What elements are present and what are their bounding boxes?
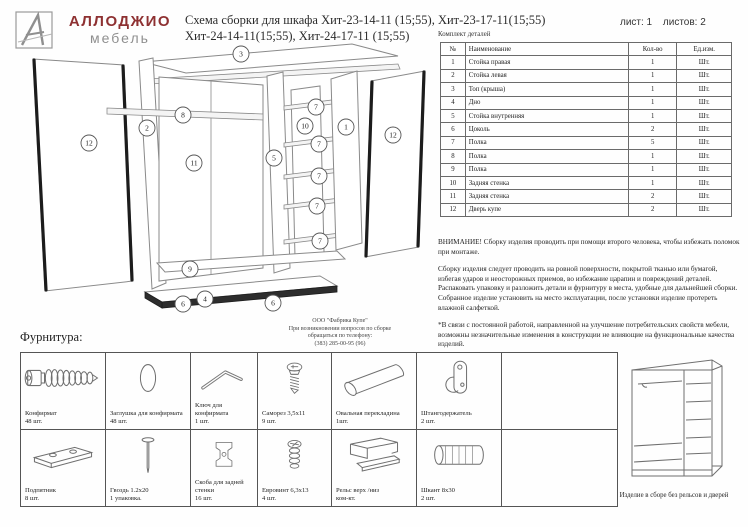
title-line-2: Хит-24-14-11(15;55), Хит-24-17-11 (15;55) [185,29,410,43]
svg-text:3: 3 [239,49,243,59]
svg-text:4: 4 [203,294,207,304]
part-callout-11 [186,155,202,171]
svg-text:7: 7 [315,201,319,211]
assembly-notes [438,238,740,358]
hardware-row1 [21,353,617,430]
hardware-section-title: Фурнитура: [20,330,83,344]
table-cell: 1 [628,163,677,176]
table-cell: Дно [465,96,628,109]
table-cell: 2 [628,123,677,136]
hardware-item-label [110,487,188,503]
table-cell: Цоколь [465,123,628,136]
table-row [441,69,732,82]
hardware-item-qty: 2 шт. [421,418,436,425]
svg-text:7: 7 [317,171,321,181]
svg-text:7: 7 [317,139,321,149]
back-panel-bracket-icon [191,432,257,478]
hardware-item-name: Саморез 3,5х11 [262,410,306,417]
table-cell: Шт. [677,123,732,136]
hardware-item-label [421,410,499,426]
phone-number: (383) 285-00-95 (96) [314,340,366,347]
table-cell: 1 [628,150,677,163]
table-cell: 7 [441,136,466,149]
sheet-info [620,17,740,28]
hardware-item-label [336,410,414,426]
hardware-table [20,352,618,507]
hardware-item-label [25,410,103,426]
hardware-item-qty: 48 шт. [110,418,128,425]
table-cell: Шт. [677,83,732,96]
table-cell: 1 [628,176,677,189]
sheets-total: листов: 2 [662,17,706,28]
table-cell: 1 [628,56,677,69]
table-cell: Полка [465,150,628,163]
part-right-door [365,71,425,257]
table-cell: Шт. [677,136,732,149]
oval-cap-icon [106,355,190,401]
table-cell: 3 [441,83,466,96]
column-header-unit: Ед.изм. [677,43,732,56]
table-cell: Топ (крыша) [465,83,628,96]
table-cell: Шт. [677,56,732,69]
part-callout-1 [338,119,354,135]
hardware-item [332,353,417,430]
table-cell: Шт. [677,163,732,176]
table-cell: Шт. [677,96,732,109]
hardware-item [258,430,332,506]
hardware-item-qty: 48 шт. [25,418,43,425]
hardware-item-name: Конфирмат [25,410,57,417]
foot-pad-icon [21,432,105,478]
hardware-item-label [195,402,255,426]
part-callout-5 [266,150,282,166]
hardware-item-qty: 8 шт. [25,495,40,502]
svg-text:9: 9 [188,264,192,274]
hardware-item-name: Заглушка для конфирмата [110,410,183,417]
nail-icon [106,432,190,478]
hardware-item-name: Овальная перекладина [336,410,400,417]
table-row [441,123,732,136]
part-callout-7 [309,198,325,214]
part-left-door [33,59,133,291]
column-header-number: № [441,43,466,56]
hardware-item [21,430,106,506]
hardware-item-qty: 1 шт. [195,418,210,425]
part-callout-2 [139,120,155,136]
part-callout-7 [311,136,327,152]
table-cell: Полка [465,136,628,149]
hardware-item-label [110,410,188,426]
parts-table [440,42,732,217]
hardware-item [258,353,332,430]
assembled-sketch-caption: Изделие в сборе без рельсов и дверей [619,492,729,499]
hardware-item-label [336,487,414,503]
hardware-item-name: Евровинт 6,3х13 [262,487,309,494]
note-paragraph: Распаковать упаковку и разложить детали и фурнитуру в места, удобные для дальнейшей сборки. [438,284,738,293]
hardware-item-qty: 16 шт. [195,495,213,502]
svg-text:10: 10 [301,121,309,131]
hardware-item-label [421,487,499,503]
table-cell: 1 [628,96,677,109]
table-cell: 1 [628,109,677,122]
table-cell: 2 [441,69,466,82]
table-row [441,109,732,122]
svg-text:12: 12 [85,138,93,148]
dowel-icon [417,432,501,478]
hardware-item-qty: 9 шт. [262,418,277,425]
confirmat-screw-icon [21,355,105,401]
hardware-item-label [262,487,329,503]
table-cell: Шт. [677,190,732,203]
part-callout-12 [385,127,401,143]
table-cell: 4 [441,96,466,109]
hardware-item-qty: 1 упаковка. [110,495,142,502]
brand-subtitle: мебель [90,30,150,46]
manufacturer-contact [255,318,425,348]
hardware-item-qty: 1шт. [336,418,349,425]
part-callout-7 [308,99,324,115]
part-callout-4 [197,291,213,307]
contact-note: обращаться по телефону: [307,333,373,339]
table-row [441,56,732,69]
hardware-item-label [262,410,329,426]
svg-text:7: 7 [314,102,318,112]
hardware-item-qty: 4 шт. [262,495,277,502]
hardware-item-qty: ком-кт. [336,495,356,502]
svg-text:2: 2 [145,123,149,133]
table-row [441,150,732,163]
table-cell: Шт. [677,109,732,122]
hardware-item [191,353,258,430]
table-cell: 6 [441,123,466,136]
table-cell: Стойка левая [465,69,628,82]
hardware-item-name: Подпятник [25,487,56,494]
svg-text:8: 8 [181,110,185,120]
parts-table-body [441,56,732,217]
self-tapping-screw-icon [258,355,331,401]
svg-text:6: 6 [271,298,275,308]
table-cell: 10 [441,176,466,189]
title-line-1: Схема сборки для шкафа Хит-23-14-11 (15;55), Хит-23-17-11(15;55) [185,13,546,27]
hardware-item-label [25,487,103,503]
hardware-item-name: Ключ для конфирмата [195,402,229,417]
table-cell: Шт. [677,203,732,216]
table-cell: Полка [465,163,628,176]
part-callout-3 [233,46,249,62]
table-cell: Задняя стенка [465,176,628,189]
table-row [441,176,732,189]
part-right-stand [331,71,362,250]
table-cell: Стойка правая [465,56,628,69]
svg-text:1: 1 [344,122,348,132]
brand-title: АЛЛОДЖИО [68,13,172,30]
hardware-item-name: Шкант 8х30 [421,487,455,494]
table-cell: 1 [628,69,677,82]
column-header-name: Наименование [465,43,628,56]
svg-text:5: 5 [272,153,276,163]
table-cell: 1 [441,56,466,69]
rod-holder-icon [417,355,501,401]
parts-table-caption: Комплект деталей [438,31,491,38]
table-cell: 5 [628,136,677,149]
part-callout-10 [297,118,313,134]
svg-text:7: 7 [318,236,322,246]
table-cell: Дверь купе [465,203,628,216]
hex-key-icon [191,355,257,401]
table-row [441,136,732,149]
part-callout-6 [265,295,281,311]
oval-rod-icon [332,355,416,401]
part-callout-12 [81,135,97,151]
hardware-item [191,430,258,506]
sheet-number: лист: 1 [620,17,653,28]
table-cell: 11 [441,190,466,203]
table-cell: 2 [628,203,677,216]
table-cell: Шт. [677,176,732,189]
disclaimer-text: *В связи с постоянной работой, направленной на улучшение потребительских свойств мебели, возможны незначительные изменения в конструкции не влияющие на функциональные качества изделий. [438,321,735,349]
assembled-wardrobe-sketch [616,350,742,492]
hardware-item [332,430,417,506]
part-callout-6 [175,296,191,312]
table-cell: 2 [628,190,677,203]
table-cell: 9 [441,163,466,176]
table-row [441,83,732,96]
rail-icon [332,432,416,478]
part-callout-7 [312,233,328,249]
table-header-row [441,43,732,56]
hardware-item-name: Штангодержатель [421,410,472,417]
warning-text: ВНИМАНИЕ! Сборку изделия проводить при помощи второго человека, чтобы избежать поломок при монтаже. [438,238,740,256]
table-cell: Стойка внутренняя [465,109,628,122]
svg-text:11: 11 [190,158,198,168]
hardware-item [106,353,191,430]
column-header-qty: Кол-во [628,43,677,56]
exploded-diagram [0,30,448,320]
part-callout-8 [175,107,191,123]
part-callout-7 [311,168,327,184]
table-cell: 5 [441,109,466,122]
hardware-empty-cell [502,353,617,430]
hardware-row2 [21,430,617,506]
contact-note: При возникновении вопросов по сборке [288,325,392,332]
hardware-item [106,430,191,506]
table-cell: 1 [628,83,677,96]
table-cell: Задняя стенка [465,190,628,203]
part-callout-9 [182,261,198,277]
table-row [441,190,732,203]
note-paragraph: Собранное изделие установить на место эксплуатации, после установки изделие протереть влажной салфеткой. [438,293,718,312]
svg-text:6: 6 [181,299,185,309]
table-row [441,96,732,109]
note-paragraph: Сборку изделия следует проводить на ровной поверхности, покрытой тканью или бумагой, избегая ударов и неосторожных приемов, во избежание царапин и повреждений деталей. [438,265,718,283]
table-cell: Шт. [677,150,732,163]
table-cell: 8 [441,150,466,163]
table-cell: Шт. [677,69,732,82]
svg-text:12: 12 [389,130,397,140]
hardware-item-name: Рельс верх /низ [336,487,380,494]
hardware-item [417,353,502,430]
table-row [441,203,732,216]
hardware-item [21,353,106,430]
company-name: ООО "Фабрика Купе" [312,318,368,324]
table-row [441,163,732,176]
hardware-item-name: Скоба для задней стенки [195,479,244,494]
table-cell: 12 [441,203,466,216]
euro-screw-icon [258,432,331,478]
hardware-item-label [195,479,255,503]
hardware-item-name: Гвоздь 1.2х20 [110,487,149,494]
hardware-item [417,430,502,506]
hardware-item-qty: 2 шт. [421,495,436,502]
